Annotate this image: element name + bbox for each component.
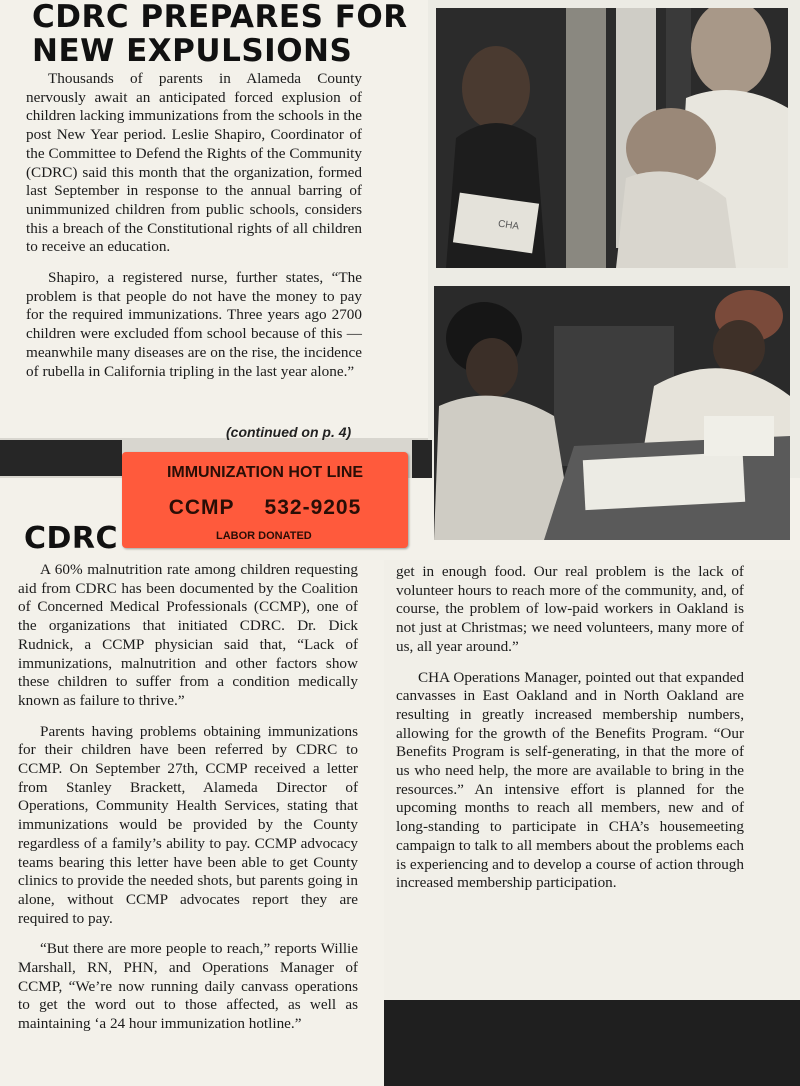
article-paragraph-2: Shapiro, a registered nurse, further states, “The problem is that people do not have the money to pay for the required immunizations. Three years ago 2700 children were excluded ffom school because of this — meanwhile many diseases are on the rise, the incidence of rubella in California tripling in the last year alone.”: [26, 269, 362, 380]
photo-top-caption: CHA: [497, 218, 520, 233]
continued-note: (continued on p. 4): [226, 424, 352, 440]
headline-line-2: NEW EXPULSIONS: [32, 33, 353, 69]
divider-bar-left: [0, 440, 122, 476]
sticker-phone-row: [122, 496, 408, 520]
divider-bar-bottom: [384, 1000, 800, 1086]
cdrc-right-paragraph-1: get in enough food. Our real problem is the lack of volunteer hours to reach more of the community, and, of course, the problem of low-paid workers in Oakland is not just at Christmas; we need volunteers, many more of us, all year around.”: [396, 563, 744, 655]
cdrc-paragraph-3: “But there are more people to reach,” reports Willie Marshall, RN, PHN, and Operations Manager of CCMP, “We’re now running daily canvass operations to get the word out to those affected, as well as maintaining ‘a 24 hour immunization hotline.”: [18, 940, 358, 1033]
sticker-org: CCMP: [168, 496, 235, 519]
immunization-hotline-sticker: [122, 452, 408, 548]
photo-top: [436, 8, 788, 268]
sticker-title: IMMUNIZATION HOT LINE: [166, 464, 364, 481]
cdrc-paragraph-1: A 60% malnutrition rate among children requesting aid from CDRC has been documented by the Coalition of Concerned Medical Professionals (CCMP), one of the organizations that initiated CDRC. Dr. Dick Rudnick, a CCMP physician said that, “Lack of immunizations, malnutrition and other factors show these children to suffer from a condition medically known as failure to thrive.”: [18, 561, 358, 709]
cdrc-right-column: [396, 563, 744, 905]
photo-bottom-image: [434, 286, 790, 540]
cdrc-paragraph-2: Parents having problems obtaining immunizations for their children have been referred by CDRC to CCMP. On September 27th, CCMP received a letter from Stanley Brackett, Alameda Director of Operations, Community Health Services, stating that immunizations would be provided by the County regardless of a family’s ability to pay. CCMP advocacy teams bearing this letter have been able to get County clinics to provide the needed shots, but parents going in alone, without CCMP advocates report they are required to pay.: [18, 722, 358, 927]
photo-top-image: [436, 8, 788, 268]
article-body-top: [26, 70, 362, 393]
sticker-footer: LABOR DONATED: [216, 530, 312, 542]
cdrc-right-paragraph-2: CHA Operations Manager, pointed out that expanded canvasses in East Oakland and in North Oakland are resulting in greatly increased membership numbers, allowing for the growth of the Benefits Program. “Our Benefits Program is self-generating, in that the more of us who need help, the more are available to bring in the resources.” An intensive effort is planned for the upcoming months to reach all members, new and of long-standing to participate in CHA’s housemeeting campaign to talk to all members about the problems each is experiencing and to develop a course of action through increased membership participation.: [396, 668, 744, 892]
cdrc-left-column: [18, 561, 358, 1046]
divider-bar-mid: [412, 440, 432, 478]
cdrc-headline: CDRC: [24, 521, 119, 556]
article-paragraph-1: Thousands of parents in Alameda County nervously await an anticipated forced explusion of children lacking immunizations from the schools in the post New Year period. Leslie Shapiro, Coordinator of the Committee to Defend the Rights of the Community (CDRC) said this month that the organization, formed last September in response to the annual barring of unimmunized children from public schools, considers this a breach of the Constitutional rights of all children to receive an education.: [26, 70, 362, 256]
article-headline: [32, 2, 408, 67]
sticker-phone: 532-9205: [264, 496, 362, 519]
photo-bottom: [434, 286, 790, 540]
headline-line-1: CDRC PREPARES FOR: [32, 0, 408, 35]
